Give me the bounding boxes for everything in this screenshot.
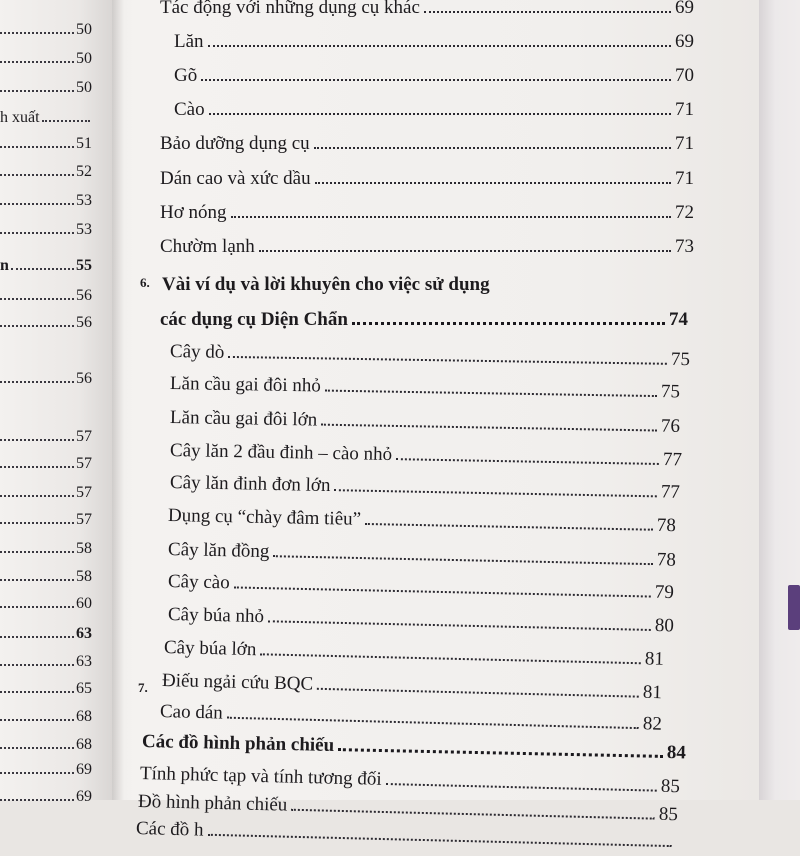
dot-leader bbox=[291, 809, 655, 820]
dot-leader bbox=[315, 182, 671, 184]
toc-entry-page: 75 bbox=[670, 348, 691, 371]
toc-entry-page: 73 bbox=[675, 236, 694, 257]
dot-leader bbox=[0, 298, 74, 300]
left-toc-row bbox=[0, 160, 92, 184]
left-toc-page: 69 bbox=[76, 788, 92, 805]
toc-entry-label: Cây lăn đinh đơn lớn bbox=[169, 472, 331, 497]
toc-entry-page: 71 bbox=[675, 133, 694, 154]
right-book-edge bbox=[759, 0, 800, 800]
toc-entry-page: 71 bbox=[675, 99, 694, 120]
dot-leader bbox=[386, 783, 657, 792]
left-toc-page: 57 bbox=[76, 455, 92, 472]
dot-leader bbox=[0, 606, 74, 608]
dot-leader bbox=[0, 747, 74, 749]
section-number: 7. bbox=[138, 680, 148, 695]
toc-entry-label: Điếu ngải cứu BQC bbox=[161, 670, 314, 695]
left-toc-page: 53 bbox=[76, 192, 92, 209]
section-title: các dụng cụ Diện Chẩn bbox=[160, 309, 348, 330]
toc-entry bbox=[170, 370, 680, 406]
dot-leader bbox=[0, 146, 74, 148]
left-toc-page: 63 bbox=[76, 625, 92, 642]
toc-entry-label: Chườm lạnh bbox=[160, 236, 255, 257]
dot-leader bbox=[259, 250, 671, 252]
left-toc-page: 50 bbox=[76, 79, 92, 96]
toc-entry bbox=[174, 28, 694, 56]
left-toc-page: 58 bbox=[76, 568, 92, 585]
toc-entry-page: 85 bbox=[658, 803, 679, 826]
dot-leader bbox=[0, 551, 74, 553]
toc-entry bbox=[174, 62, 694, 90]
toc-entry-page: 81 bbox=[642, 681, 663, 704]
toc-entry-label: Cao dán bbox=[159, 701, 224, 724]
dot-leader bbox=[0, 664, 74, 666]
dot-leader bbox=[325, 390, 657, 398]
toc-entry-page: 69 bbox=[675, 31, 694, 52]
toc-entry bbox=[168, 502, 676, 540]
left-toc-page: 55 bbox=[76, 257, 92, 274]
dot-leader bbox=[0, 636, 74, 638]
toc-entry-page: 69 bbox=[675, 0, 694, 18]
left-toc-row bbox=[0, 284, 92, 308]
dot-leader bbox=[352, 322, 665, 325]
dot-leader bbox=[396, 458, 659, 465]
toc-entry-label: Bảo dưỡng dụng cụ bbox=[160, 133, 310, 154]
left-toc-row bbox=[0, 311, 92, 335]
toc-entry bbox=[170, 404, 680, 441]
toc-entry-label: Đồ hình phản chiếu bbox=[137, 791, 288, 816]
left-toc-page: 57 bbox=[76, 484, 92, 501]
toc-entry bbox=[168, 568, 674, 607]
toc-entry-page: 84 bbox=[666, 741, 687, 764]
dot-leader bbox=[365, 523, 653, 531]
toc-entry-label: Cây lăn đồng bbox=[167, 539, 270, 563]
dot-leader bbox=[0, 32, 74, 34]
toc-entry bbox=[170, 338, 690, 374]
toc-entry-page: 77 bbox=[662, 449, 683, 471]
section-page: 74 bbox=[669, 309, 688, 330]
dot-leader bbox=[207, 834, 671, 847]
toc-entry-label: Dụng cụ “chày đâm tiêu” bbox=[167, 505, 362, 530]
dot-leader bbox=[0, 203, 74, 205]
toc-entry-label: Cây lăn 2 đầu đinh – cào nhỏ bbox=[169, 440, 393, 466]
left-toc-page: 65 bbox=[76, 680, 92, 697]
dot-leader bbox=[317, 688, 639, 698]
left-toc-row bbox=[0, 425, 92, 449]
toc-entry-label: Tác động với những dụng cụ khác bbox=[160, 0, 420, 18]
left-toc-page: 50 bbox=[76, 50, 92, 67]
left-toc-row bbox=[0, 758, 92, 782]
dot-leader bbox=[227, 717, 639, 729]
toc-entry bbox=[174, 96, 694, 124]
toc-entry-page: 81 bbox=[644, 648, 665, 670]
toc-entry bbox=[160, 130, 694, 158]
toc-entry bbox=[160, 233, 694, 261]
left-toc-row bbox=[0, 132, 92, 156]
toc-entry bbox=[160, 199, 694, 227]
left-toc-page: 68 bbox=[76, 736, 92, 753]
left-toc-row bbox=[0, 218, 92, 242]
left-toc-row bbox=[0, 254, 92, 278]
toc-entry-label: Hơ nóng bbox=[160, 202, 227, 223]
dot-leader bbox=[0, 381, 74, 383]
dot-leader bbox=[0, 579, 74, 581]
left-toc-row bbox=[0, 106, 92, 130]
toc-entry-label: Gõ bbox=[174, 65, 198, 86]
dot-leader bbox=[334, 489, 656, 497]
dot-leader bbox=[0, 90, 74, 92]
dot-leader bbox=[0, 325, 74, 327]
left-toc-page: 63 bbox=[76, 653, 92, 670]
left-toc-page: 57 bbox=[76, 428, 92, 445]
dot-leader bbox=[228, 356, 667, 365]
toc-entry-page: 77 bbox=[660, 481, 681, 503]
toc-entry-label: Tính phức tạp và tính tương đối bbox=[139, 763, 382, 790]
dot-leader bbox=[338, 748, 663, 758]
left-toc-page: 60 bbox=[76, 595, 92, 612]
left-toc-row bbox=[0, 537, 92, 561]
dot-leader bbox=[314, 147, 671, 149]
left-toc-row bbox=[0, 785, 92, 809]
toc-entry bbox=[160, 165, 694, 193]
left-toc-row bbox=[0, 47, 92, 71]
left-toc-page: 53 bbox=[76, 221, 92, 238]
left-toc-row bbox=[0, 189, 92, 213]
left-toc-page: 57 bbox=[76, 511, 92, 528]
section-title: Vài ví dụ và lời khuyên cho việc sử dụng bbox=[162, 274, 490, 295]
dot-leader bbox=[273, 555, 653, 565]
dot-leader bbox=[234, 586, 651, 597]
toc-entry-label: Cây dò bbox=[169, 341, 225, 363]
toc-entry-page: 70 bbox=[675, 65, 694, 86]
left-page bbox=[0, 0, 112, 805]
left-toc-row bbox=[0, 452, 92, 476]
toc-entry bbox=[160, 0, 694, 22]
dot-leader bbox=[321, 424, 657, 432]
dot-leader bbox=[208, 45, 671, 47]
dot-leader bbox=[424, 11, 671, 13]
toc-entry-label: Dán cao và xức dầu bbox=[160, 168, 311, 189]
left-toc-row bbox=[0, 705, 92, 729]
dot-leader bbox=[0, 719, 74, 721]
toc-entry bbox=[170, 437, 682, 474]
left-toc-page: 56 bbox=[76, 314, 92, 331]
left-toc-row bbox=[0, 622, 92, 646]
left-toc-row bbox=[0, 481, 92, 505]
left-toc-row bbox=[0, 733, 92, 757]
dot-leader bbox=[209, 113, 671, 115]
toc-entry-page: 76 bbox=[660, 415, 681, 437]
toc-entry-label: Lăn cầu gai đôi lớn bbox=[169, 407, 318, 431]
toc-entry bbox=[170, 469, 680, 507]
dot-leader bbox=[260, 653, 641, 664]
dot-leader bbox=[42, 120, 90, 122]
toc-entry-page: 75 bbox=[660, 381, 681, 403]
left-toc-label: h xuất bbox=[0, 109, 40, 126]
left-toc-row bbox=[0, 677, 92, 701]
dot-leader bbox=[0, 522, 74, 524]
left-toc-page: 58 bbox=[76, 540, 92, 557]
toc-entry-page: 82 bbox=[642, 713, 663, 735]
dot-leader bbox=[0, 772, 74, 774]
left-toc-row bbox=[0, 367, 92, 391]
left-toc-page: 51 bbox=[76, 135, 92, 152]
left-toc-page: 56 bbox=[76, 287, 92, 304]
section-number: 6. bbox=[140, 275, 150, 290]
dot-leader bbox=[201, 79, 671, 81]
dot-leader bbox=[11, 268, 74, 270]
toc-entry-label: Lăn bbox=[174, 31, 204, 52]
left-toc-row bbox=[0, 565, 92, 589]
left-toc-row bbox=[0, 76, 92, 100]
right-page bbox=[134, 0, 759, 841]
page-gutter bbox=[112, 0, 134, 800]
dot-leader bbox=[231, 216, 671, 218]
left-toc-page: 50 bbox=[76, 21, 92, 38]
purple-object bbox=[788, 585, 800, 630]
toc-entry-page: 72 bbox=[675, 202, 694, 223]
dot-leader bbox=[0, 495, 74, 497]
left-toc-page: 69 bbox=[76, 761, 92, 778]
left-toc-page: 68 bbox=[76, 708, 92, 725]
dot-leader bbox=[0, 439, 74, 441]
left-toc-page: 56 bbox=[76, 370, 92, 387]
dot-leader bbox=[268, 620, 651, 631]
left-toc-row bbox=[0, 592, 92, 616]
dot-leader bbox=[0, 61, 74, 63]
left-toc-label: n bbox=[0, 257, 9, 274]
toc-entry-page: 79 bbox=[654, 581, 675, 604]
section-title: Các đồ hình phản chiếu bbox=[141, 731, 335, 757]
toc-entry-label: Cây búa lớn bbox=[163, 637, 257, 661]
toc-entry-label: Cào bbox=[174, 99, 205, 120]
toc-entry-label: Lăn cầu gai đôi nhỏ bbox=[169, 373, 322, 397]
toc-entry-page: 85 bbox=[660, 775, 681, 798]
toc-entry-label: Các đồ h bbox=[135, 818, 204, 841]
toc-entry bbox=[164, 634, 665, 674]
left-toc-row bbox=[0, 650, 92, 674]
dot-leader bbox=[0, 232, 74, 234]
left-toc-page: 52 bbox=[76, 163, 92, 180]
toc-entry-page: 71 bbox=[675, 168, 694, 189]
dot-leader bbox=[0, 799, 74, 801]
dot-leader bbox=[0, 466, 74, 468]
toc-entry-page: 78 bbox=[656, 514, 677, 537]
left-toc-row bbox=[0, 18, 92, 42]
toc-entry-label: Cây búa nhỏ bbox=[167, 604, 265, 628]
dot-leader bbox=[0, 691, 74, 693]
toc-entry-page: 78 bbox=[656, 549, 677, 571]
left-toc-row bbox=[0, 508, 92, 532]
toc-entry bbox=[168, 601, 675, 640]
toc-entry-label: Cây cào bbox=[167, 571, 230, 594]
toc-entry-page: 80 bbox=[654, 615, 675, 637]
dot-leader bbox=[0, 174, 74, 176]
section-title-entry bbox=[160, 306, 688, 334]
